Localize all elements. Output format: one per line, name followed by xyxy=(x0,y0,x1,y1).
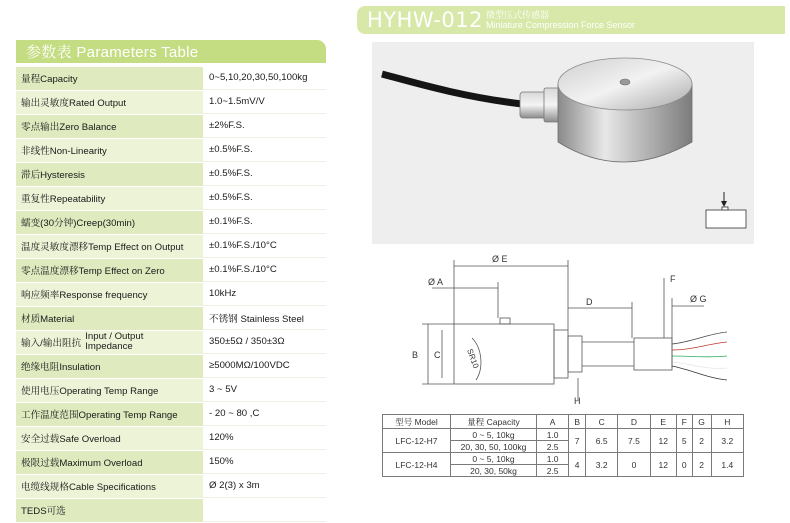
param-value: 10kHz xyxy=(203,283,326,306)
param-value: ±0.5%F.S. xyxy=(203,139,326,162)
param-value: 1.0~1.5mV/V xyxy=(203,91,326,114)
param-row xyxy=(16,474,326,498)
param-label: 温度灵敏度漂移Temp Effect on Output xyxy=(16,235,203,258)
header-h: H xyxy=(711,415,743,429)
param-row xyxy=(16,402,326,426)
label-b: B xyxy=(412,350,419,360)
parameters-table-header: 参数表 Parameters Table xyxy=(16,40,326,63)
header-d: D xyxy=(618,415,650,429)
cell-capacity: 0 ~ 5, 10kg xyxy=(451,453,537,465)
cable-shape xyxy=(382,74,522,104)
header-e: E xyxy=(650,415,676,429)
header-c: C xyxy=(586,415,618,429)
param-label-cn: 输入/输出阻抗 xyxy=(21,338,82,349)
param-row xyxy=(16,186,326,210)
param-value: Ø 2(3) x 3m xyxy=(203,475,326,498)
cell-f: 5 xyxy=(676,429,692,453)
cell-capacity: 20, 30, 50, 100kg xyxy=(451,441,537,453)
label-c: C xyxy=(434,350,441,360)
param-value: 120% xyxy=(203,427,326,450)
cell-model: LFC-12-H7 xyxy=(383,429,451,453)
param-label: 非线性Non-Linearity xyxy=(16,139,203,162)
param-label: 安全过载Safe Overload xyxy=(16,427,203,450)
param-label-en xyxy=(85,332,143,352)
product-name-cn: 微型压式传感器 xyxy=(485,10,549,20)
label-sr10: SR10 xyxy=(465,347,481,370)
param-row xyxy=(16,282,326,306)
cell-g: 2 xyxy=(692,453,711,477)
param-row xyxy=(16,210,326,234)
param-label: 绝缘电阻Insulation xyxy=(16,355,203,378)
label-phi-a: Ø A xyxy=(428,277,444,287)
param-label: 零点输出Zero Balance xyxy=(16,115,203,138)
header-a: A xyxy=(537,415,569,429)
param-row xyxy=(16,306,326,330)
product-model-title: HYHW-012 xyxy=(367,8,483,32)
cell-c: 3.2 xyxy=(586,453,618,477)
param-label: 重复性Repeatability xyxy=(16,187,203,210)
param-value: 0~5,10,20,30,50,100kg xyxy=(203,67,326,90)
param-label: 材质Material xyxy=(16,307,203,330)
param-label-en-line2: Impedance xyxy=(85,341,133,352)
param-label: TEDS可选 xyxy=(16,499,203,522)
label-h: H xyxy=(574,396,581,406)
cell-g: 2 xyxy=(692,429,711,453)
header-model: 型号 Model xyxy=(383,415,451,429)
label-phi-e: Ø E xyxy=(492,254,508,264)
param-label: 零点温度漂移Temp Effect on Zero xyxy=(16,259,203,282)
cell-d: 0 xyxy=(618,453,650,477)
param-value: ±2%F.S. xyxy=(203,115,326,138)
label-d: D xyxy=(586,297,593,307)
param-row xyxy=(16,234,326,258)
table-row xyxy=(383,429,744,441)
cell-capacity: 0 ~ 5, 10kg xyxy=(451,429,537,441)
param-value: 不锈钢 Stainless Steel xyxy=(203,307,326,330)
cell-a: 2.5 xyxy=(537,441,569,453)
param-value: ≥5000MΩ/100VDC xyxy=(203,355,326,378)
cell-b: 7 xyxy=(569,429,586,453)
param-label: 电缆线规格Cable Specifications xyxy=(16,475,203,498)
sensor-photo-illustration xyxy=(372,42,754,244)
param-value xyxy=(203,499,326,522)
header-b: B xyxy=(569,415,586,429)
cell-a: 1.0 xyxy=(537,429,569,441)
header-f: F xyxy=(676,415,692,429)
param-value: ±0.1%F.S./10°C xyxy=(203,235,326,258)
param-row xyxy=(16,90,326,114)
label-phi-g: Ø G xyxy=(690,294,707,304)
param-row xyxy=(16,258,326,282)
param-label: 响应频率Response frequency xyxy=(16,283,203,306)
param-row xyxy=(16,498,326,522)
param-value: ±0.1%F.S. xyxy=(203,211,326,234)
cell-capacity: 20, 30, 50kg xyxy=(451,465,537,477)
cell-e: 12 xyxy=(650,453,676,477)
load-button-shape xyxy=(620,79,630,85)
cell-f: 0 xyxy=(676,453,692,477)
label-f: F xyxy=(670,274,676,284)
param-row xyxy=(16,66,326,90)
param-value: 150% xyxy=(203,451,326,474)
param-row xyxy=(16,330,326,354)
param-row xyxy=(16,426,326,450)
dimension-drawing-svg xyxy=(372,238,764,406)
param-row xyxy=(16,162,326,186)
product-subtitle xyxy=(486,10,635,30)
cell-a: 2.5 xyxy=(537,465,569,477)
header-capacity: 量程 Capacity xyxy=(451,415,537,429)
cell-h: 3.2 xyxy=(711,429,743,453)
header-g: G xyxy=(692,415,711,429)
product-name-en: Miniature Compression Force Sensor xyxy=(485,20,636,30)
param-value: ±0.5%F.S. xyxy=(203,163,326,186)
param-label: 滞后Hysteresis xyxy=(16,163,203,186)
param-value: ±0.1%F.S./10°C xyxy=(203,259,326,282)
param-label: 工作温度范围Operating Temp Range xyxy=(16,403,203,426)
param-value: 3 ~ 5V xyxy=(203,379,326,402)
param-label: 使用电压Operating Temp Range xyxy=(16,379,203,402)
param-row xyxy=(16,354,326,378)
param-value: ±0.5%F.S. xyxy=(203,187,326,210)
cell-e: 12 xyxy=(650,429,676,453)
cell-b: 4 xyxy=(569,453,586,477)
cell-d: 7.5 xyxy=(618,429,650,453)
param-row xyxy=(16,114,326,138)
cell-h: 1.4 xyxy=(711,453,743,477)
dimension-drawing xyxy=(372,238,764,406)
inset-sensor-sketch xyxy=(706,210,746,228)
param-value: - 20 ~ 80 ,C xyxy=(203,403,326,426)
param-label: 输出灵敏度Rated Output xyxy=(16,91,203,114)
param-row xyxy=(16,138,326,162)
title-banner xyxy=(357,6,785,34)
product-photo xyxy=(372,42,754,244)
param-value: 350±5Ω / 350±3Ω xyxy=(203,331,326,354)
cell-c: 6.5 xyxy=(586,429,618,453)
param-row xyxy=(16,378,326,402)
param-label: 极限过载Maximum Overload xyxy=(16,451,203,474)
table-row xyxy=(383,453,744,465)
param-label: 蠕变(30分钟)Creep(30min) xyxy=(16,211,203,234)
cell-model: LFC-12-H4 xyxy=(383,453,451,477)
param-label-en-line1: Input / Output xyxy=(85,331,144,342)
param-row xyxy=(16,450,326,474)
parameters-table xyxy=(16,66,326,522)
param-label xyxy=(16,331,203,354)
cell-a: 1.0 xyxy=(537,453,569,465)
model-table-header-row xyxy=(383,415,744,429)
model-dimension-table xyxy=(382,414,744,477)
param-label: 量程Capacity xyxy=(16,67,203,90)
